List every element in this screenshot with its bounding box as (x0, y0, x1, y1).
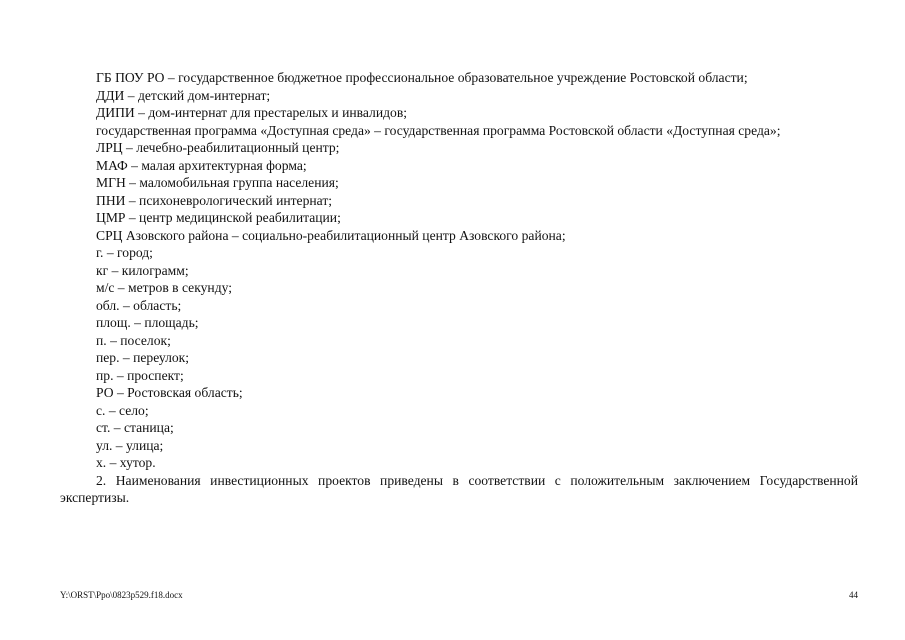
abbreviation-item: м/с – метров в секунду; (96, 280, 233, 295)
abbreviation-item: ЛРЦ – лечебно-реабилитационный центр; (96, 140, 340, 155)
abbreviation-item: ст. – станица; (96, 420, 174, 435)
file-path: Y:\ORST\Ppo\0823p529.f18.docx (60, 590, 183, 600)
document-body (60, 69, 858, 507)
page-number: 44 (849, 590, 858, 600)
abbreviation-item: п. – поселок; (96, 332, 171, 348)
abbreviation-item: государственная программа «Доступная среда» – государственная программа Ростовской области «Доступная среда»; (96, 122, 781, 138)
abbreviation-item: пр. – проспект; (96, 367, 184, 383)
abbreviation-item: МАФ – малая архитектурная форма; (96, 157, 307, 173)
abbreviation-item: ДДИ – детский дом-интернат; (96, 87, 271, 103)
abbreviation-item: ДИПИ – дом-интернат для престарелых и инвалидов; (96, 105, 408, 120)
abbreviation-item: г. – город; (96, 245, 153, 260)
abbreviation-item: ЦМР – центр медицинской реабилитации; (96, 210, 341, 225)
abbreviation-item: площ. – площадь; (96, 315, 199, 330)
abbreviation-item: обл. – область; (96, 297, 182, 313)
note-paragraph: 2. Наименования инвестиционных проектов приведены в соответствии с положительным заключением Государственной экспертизы. (60, 472, 858, 505)
abbreviation-item: ПНИ – психоневрологический интернат; (96, 192, 333, 208)
abbreviation-item: с. – село; (96, 402, 149, 418)
abbreviation-item: РО – Ростовская область; (96, 385, 243, 400)
abbreviation-item: МГН – маломобильная группа населения; (96, 175, 339, 190)
abbreviation-item: кг – килограмм; (96, 262, 189, 278)
abbreviation-item: ГБ ПОУ РО – государственное бюджетное профессиональное образовательное учреждение Ростовской области; (96, 70, 748, 85)
abbreviation-list (60, 69, 858, 472)
page-footer (60, 590, 858, 600)
abbreviation-item: х. – хутор. (96, 455, 156, 470)
abbreviation-item: пер. – переулок; (96, 350, 190, 365)
abbreviation-item: ул. – улица; (96, 437, 164, 453)
abbreviation-item: СРЦ Азовского района – социально-реабилитационный центр Азовского района; (96, 227, 566, 243)
